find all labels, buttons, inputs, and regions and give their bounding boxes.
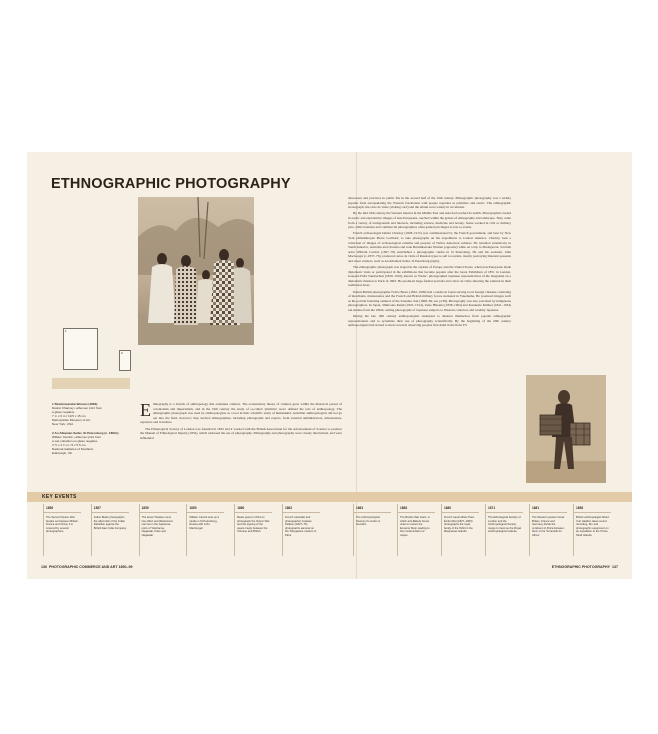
caption-2 [52,431,152,456]
timeline-text: French naval officer Paul-Émile Miot (1827–1900) photographs the royal family of the Tahiti in the Marquesas Islands. [444,516,475,534]
page-number-left: 136 [41,565,47,569]
timeline-text: The Western powers Great Britain, France and Germany divide the continent of Africa between them in the 'Scramble for Africa'. [532,516,565,537]
caption-line: Edinburgh, UK [52,451,73,456]
thumbnail-key-1 [63,328,98,370]
timeline-item [43,504,81,556]
betsimisaraka-women-image [138,197,254,345]
body-paragraph: Italian-British photographer Felice Beato (1832–1909) had a studio in Japan serving local foreign clientele consisting of merchants, missionaries and the French and British military forces stationed in Yokohama. He produced images such as his portrait featuring samurai of the Satsuma clan (1868–69; see p138). Photography was also practised by indigenous photographers. In Japan, Shimooka Renjō (1823–1914), Ueno Hikoma (1838–1904) and Kusakabe Kimbei (1841–1934) ran studios from the 1860s, selling photographs of Japanese subjects to Western collectors and wealthy Japanese. [348,289,511,313]
caption-line: 3 ½ x 2 ¼ in / 9 x 5.5 cm [52,442,86,447]
timeline-year: 1857 [93,506,101,510]
caption-title: Betsimisaraka Women (1863) [54,402,98,406]
timeline-year: 1856 [46,506,54,510]
timeline-text: French naturalist and photographer Gustave Pellieux (1827–76) photographs samurai on the Tokugawa's mission to Paris. [285,516,317,537]
running-head-left: PHOTOGRAPHIC COMMERCE AND ART 1850–99 [49,565,133,569]
body-column-left [140,402,342,442]
caption-number: 2 [52,430,54,435]
body-paragraph: The Ethnological Society of London was founded in 1843 and it worked with the British Association for the Advancement of Science to produce the Manual of Ethnological Inquiry (1852), which endorsed the use of photography. Ethnography and photography were closely intertwined, and were influential [140,426,342,440]
caption-bar [52,378,130,389]
timeline-text: The Second Opium War breaks out between Britain, France and China; it is covered by several photographers. [46,516,79,534]
thumbnail-number-1: 1 [65,329,67,333]
thumbnail-number-2: 2 [121,351,123,355]
timeline-text: The Anthropological Society of London is founded. [356,516,381,527]
caption-title: An Albanian Seller, St Petersburg (c. 1860s) [54,430,119,435]
timeline-text: British anthropologist Alfred Cort Haddon takes sound recording, film and photographic equipment on an expedition to the Torres Strait Islands. [576,516,609,537]
timeline-item [441,504,479,556]
timeline-text: Beato goes to China to photograph the Opium War and the signing of the peace treaty between the Chinese and British. [237,516,270,534]
key-events-label: KEY EVENTS [42,494,77,500]
thumbnail-key-2 [119,350,131,371]
timeline-item [529,504,567,556]
timeline-item [282,504,320,556]
timeline-text: William Carrick sets up a studio in St Petersburg, Russia with John MacGregor. [189,516,219,530]
timeline-item [139,504,177,556]
body-paragraph: The ethnographic photograph was staged in the capitals of Europe and the United States, when non-Europeans made diplomatic visits or participated in the exhibitions that became popular after the Great Exhibition of 1851 in London. Gaspard-Félix Tournachon (1820–1910), known as 'Nadar', photographed Japanese representatives of the shogunate on a diplomatic mission to Paris in 1863. He produced large-format portraits and cartes de visite showing the samurai in their traditional dress. [348,265,511,288]
timeline-year: 1860 [237,506,245,510]
caption-1 [52,402,152,427]
body-column-right [348,196,511,330]
caption-line: William Carrick • albumen print from [52,434,102,439]
timeline-item [353,504,391,556]
caption-line: 7 ¾ x 6 in / 19.5 x 15 cm [52,414,86,419]
albanian-seller-photo [526,375,606,483]
caption-line: National Galleries of Scotland, [52,446,94,451]
caption-line: a glass negative [52,410,75,415]
timeline-year: 1898 [576,506,584,510]
running-head-right: ETHNOGRAPHIC PHOTOGRAPHY [551,565,610,569]
body-paragraph: By the mid 19th century the Western interest in the Middle East and Asia had reached its zenith. Photographers traded in exotic and exploitative images of non-Europeans, touched within the genres of ethnography and landscape. They came from a variety of backgrounds and interests, including science, medicine and botany. Some worked in civil or military jobs, while business and commercial photographers often gained privileged access to events. [348,211,511,230]
timeline-year: 1881 [532,506,540,510]
timeline-item [91,504,129,556]
timeline-text: The Ethnological Society of London and the Anthropological Society merge to become the Royal Anthropological Institute. [488,516,522,534]
timeline-item [573,504,611,556]
key-events-timeline [43,504,617,556]
timeline-year: 1863 [356,506,364,510]
betsimisaraka-women-photo [138,197,254,345]
timeline-year: 1859 [141,506,149,510]
timeline-year: 1871 [488,506,496,510]
timeline-item [186,504,224,556]
page-number-right: 137 [612,565,618,569]
footer-left [41,565,133,569]
page-title: ETHNOGRAPHIC PHOTOGRAPHY [51,176,291,192]
footer-right [552,565,618,569]
caption-line: Désiré Charnay • albumen print from [52,406,103,411]
body-paragraph: French archaeologist Désiré Charnay (1828–1915) was commissioned by the French government, and later by New York philanthropist Pierre Lorillard, to take photographs on his expeditions to Central America. Charnay took a collection of images of archaeological remains and peoples of Native American cultures. He travelled extensively in South America, Australia and Oceania and took Betsimisaraka Women (opposite) while on a trip to Madagascar. Scottish artist William Carrick (1827–78) established a photographic studio in St Petersburg. He and his assistant, John MacGregor (c.1837–76), produced cartes de visite of Russian types to sell to tourists, mostly portraying itinerant peasants and street vendors, such as An Albanian Seller, St Petersburg (right). [348,231,511,263]
timeline-item [397,504,435,556]
timeline-year: 1859 [189,506,197,510]
key-events-bar [27,492,632,502]
albanian-seller-image [526,375,606,483]
timeline-text: The Ansei Treaties come into effect and Westerners can live in the Japanese ports of Yokohama, Nagasaki, Kobe and Nagasaki. [141,516,173,537]
book-spread [27,152,632,579]
caption-line: a wet collodion on glass negative [52,438,98,443]
caption-line: New York, USA [52,422,74,427]
body-paragraph: discourses and practices in public life in the second half of the 19th century. Ethnographic photography was a widely popular form encapsulating the Western fascination with people regarded as primitive and exotic. The ethnographic stereograph, the carte de visite (visiting card) and the album were widely in circulation. [348,196,511,210]
timeline-item [485,504,523,556]
caption-number: 1 [52,402,54,406]
timeline-text: The Boshin War starts, in which anti-Bakufu forces unite to restore the Emperor Meiji, leading to the modernization of Japan. [400,516,431,537]
body-paragraph: Ethnography is a branch of anthropology that examines cultures. The evolutionary theory of cultures grew within the historical period of colonialism and imperialism, and in the 19th century the study of so-called 'primitive races' defined the role of anthropology. The ethnographic photograph was used by anthropologists as a tool in their scientific study of humankind. Armchair anthropologists did not go out into the field, however; they derived ethnographies, including photographs and reports, from external administrators, missionaries, explorers and travellers. [140,400,342,425]
body-paragraph: During the late 19th century anthropologists attempted to distance themselves from popular ethnographic representations and to systemize their use of photography scientifically. By the beginning of the 20th century anthropologists had started to move towards observing peoples first-hand in the field. ES [348,314,511,328]
timeline-item [234,504,272,556]
timeline-year: 1880 [444,506,452,510]
drop-cap: E [140,400,151,420]
caption-line: Metropolitan Museum of Art, [52,418,91,423]
image-captions [52,402,152,459]
timeline-year: 1868 [400,506,408,510]
timeline-year: 1862 [285,506,293,510]
timeline-text: Felice Beato photographs the aftermath of the Indian Rebellion against the British East India Company. [93,516,127,530]
